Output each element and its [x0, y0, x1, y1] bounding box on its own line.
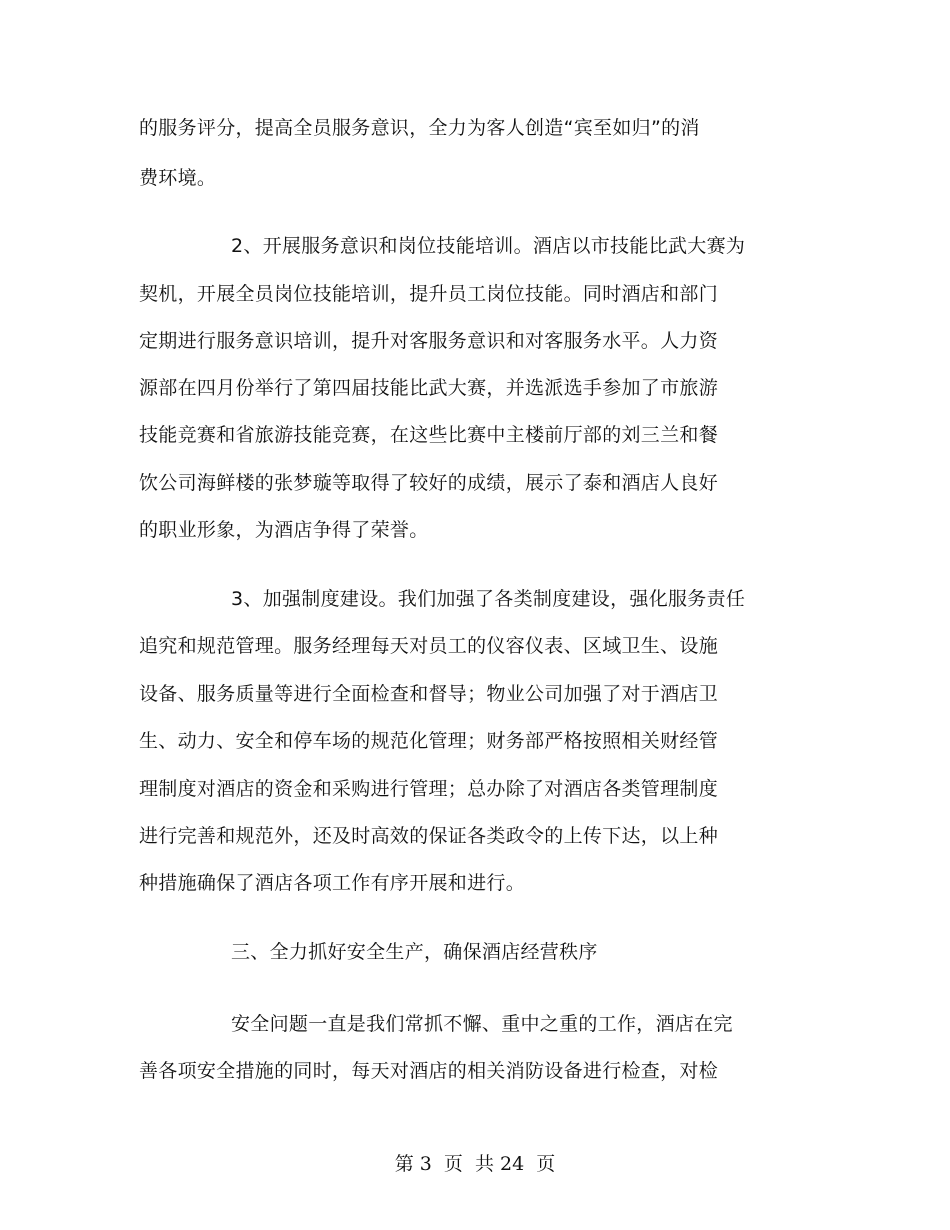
text-line: 契机，开展全员岗位技能培训，提升员工岗位技能。同时酒店和部门: [139, 283, 719, 305]
text-line: 技能竞赛和省旅游技能竞赛，在这些比赛中主楼前厅部的刘三兰和餐: [139, 424, 719, 446]
text-line: 饮公司海鲜楼的张梦璇等取得了较好的成绩，展示了泰和酒店人良好: [139, 472, 719, 494]
paragraph-start-line: 3、加强制度建设。我们加强了各类制度建设，强化服务责任: [231, 588, 746, 610]
text-line: 追究和规范管理。服务经理每天对员工的仪容仪表、区域卫生、设施: [139, 635, 719, 657]
text-line: 进行完善和规范外，还及时高效的保证各类政令的上传下达，以上种: [139, 825, 719, 847]
text-line: 费环境。: [139, 167, 217, 189]
text-line: 生、动力、安全和停车场的规范化管理；财务部严格按照相关财经管: [139, 730, 719, 752]
paragraph-start-line: 2、开展服务意识和岗位技能培训。酒店以市技能比武大赛为: [231, 235, 746, 257]
text-line: 的职业形象，为酒店争得了荣誉。: [139, 519, 429, 541]
section-heading: 三、全力抓好安全生产，确保酒店经营秩序: [231, 941, 598, 963]
text-line: 善各项安全措施的同时，每天对酒店的相关消防设备进行检查，对检: [139, 1060, 719, 1082]
paragraph-start-line: 安全问题一直是我们常抓不懈、重中之重的工作，酒店在完: [231, 1013, 733, 1035]
text-line: 设备、服务质量等进行全面检查和督导；物业公司加强了对于酒店卫: [139, 683, 719, 705]
page-number-footer: 第 3 页 共 24 页: [394, 1153, 556, 1175]
text-line: 种措施确保了酒店各项工作有序开展和进行。: [139, 872, 526, 894]
text-line: 源部在四月份举行了第四届技能比武大赛，并选派选手参加了市旅游: [139, 377, 719, 399]
text-line: 的服务评分，提高全员服务意识，全力为客人创造“宾至如归”的消: [139, 117, 700, 139]
text-line: 理制度对酒店的资金和采购进行管理；总办除了对酒店各类管理制度: [139, 778, 719, 800]
text-line: 定期进行服务意识培训，提升对客服务意识和对客服务水平。人力资: [139, 330, 719, 352]
